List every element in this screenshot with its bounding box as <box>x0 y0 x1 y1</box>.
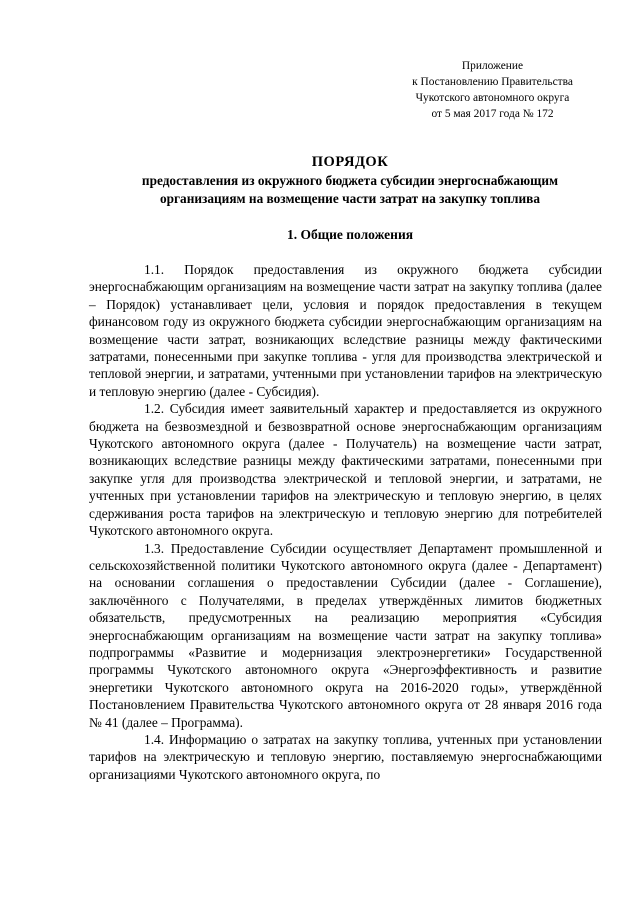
title-sub-line-1: предоставления из окружного бюджета субсидии энергоснабжающим <box>141 173 559 188</box>
title-main: ПОРЯДОК <box>311 154 389 170</box>
title-sub-line-2: организациям на возмещение части затрат на закупку топлива <box>159 191 541 206</box>
appendix-line-1: Приложение <box>461 60 524 72</box>
document-body <box>89 261 602 783</box>
paragraph-1-1: 1.1. Порядок предоставления из окружного бюджета субсидии энергоснабжающим организациям на возмещение части затрат на закупку топлива (далее – Порядок) устанавливает цели, условия и порядок предоставления в текущем финансовом году из окружного бюджета субсидии энергоснабжающим организациям на возмещение части затрат, возникающих вследствие разницы между фактическими затратами, понесенными при закупке топлива - угля для производства электрической и тепловой энергии, и затратами, учтенными при установлении тарифов на электрическую и тепловую энергию (далее - Субсидия). <box>89 262 602 399</box>
section-heading: 1. Общие положения <box>286 227 414 242</box>
paragraph-1-2: 1.2. Субсидия имеет заявительный характер и предоставляется из окружного бюджета на безвозмездной и безвозвратной основе энергоснабжающим организациям Чукотского автономного округа (далее - Получатель) на возмещение части затрат, возникающих вследствие разницы между фактическими затратами, понесенными при закупке угля для производства электрической и тепловой энергии, и затратами, не учтенных при установлении тарифов на электрическую и тепловую энергию, в целях сдерживания роста тарифов на электрическую и тепловую энергию для потребителей Чукотского автономного округа. <box>89 401 602 539</box>
appendix-block <box>380 58 605 122</box>
paragraph-1-3: 1.3. Предоставление Субсидии осуществляет Департамент промышленной и сельскохозяйственной политики Чукотского автономного округа (далее - Департамент) на основании соглашения о предоставлении Субсидии (далее - Соглашение), заключённого с Получателями, в пределах утверждённых лимитов бюджетных обязательств, предусмотренных на реализацию мероприятия «Субсидия энергоснабжающим организациям на возмещение части затрат на закупку топлива» подпрограммы «Развитие и модернизация электроэнергетики» Государственной программы Чукотского автономного округа «Энергоэффективность и развитие энергетики Чукотского автономного округа на 2016-2020 годы», утверждённой Постановлением Правительства Чукотского автономного округа от 28 января 2016 года № 41 (далее – Программа). <box>89 540 602 730</box>
appendix-line-2: к Постановлению Правительства <box>412 76 573 88</box>
document-title <box>60 152 640 208</box>
appendix-line-4: от 5 мая 2017 года № 172 <box>431 108 554 120</box>
paragraph-1-4: 1.4. Информацию о затратах на закупку топлива, учтенных при установлении тарифов на электрическую и тепловую энергию, поставляемую энергоснабжающими организациями Чукотского автономного округа, по <box>89 731 602 782</box>
appendix-line-3: Чукотского автономного округа <box>415 92 570 104</box>
